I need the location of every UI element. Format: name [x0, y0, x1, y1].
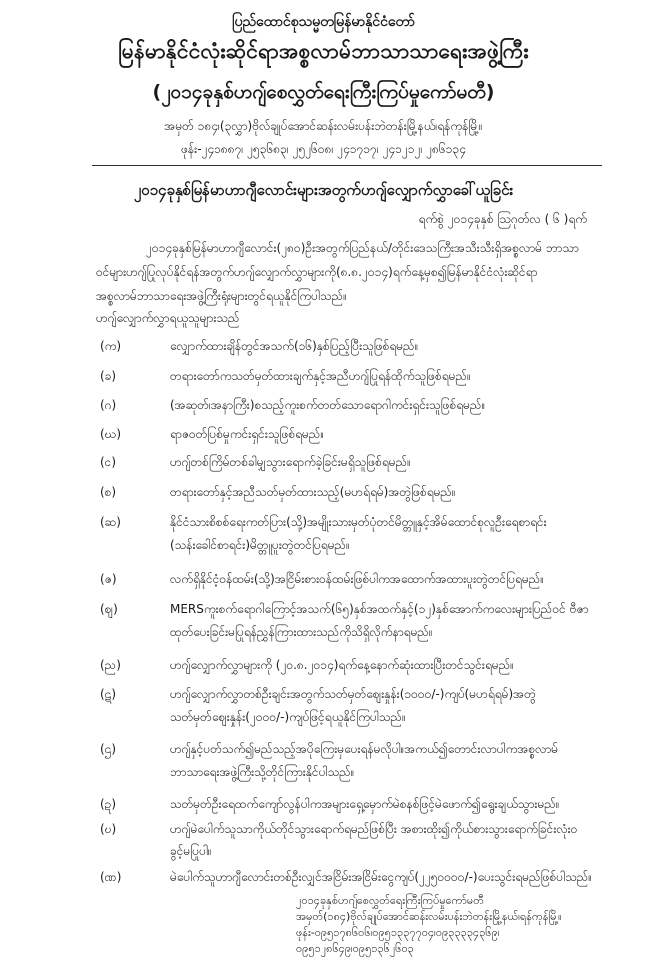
item-text: သတ်မှတ်ဈေးနှုန်း(၂၀၀၀/-)ကျပ်ဖြင့်ရယူနိုင်ကြပါသည်။	[170, 710, 406, 724]
item-text: လျှောက်ထားချိန်တွင်အသက်(၁၆)နှစ်ပြည့်ပြီးသူဖြစ်ရမည်။	[170, 339, 419, 353]
footer-committee: ၂၀၁၄ခုနှစ်ဟဂျ်စေလွှတ်ရေးကြီးကြပ်မှုကော်မတီ	[296, 894, 484, 907]
item-text: နိုင်ငံသားစိစစ်ရေးကတ်ပြား(သို့)အမျိုးသားမှတ်ပုံတင်မိတ္တူနှင့်အိမ်ထောင်စုလူဦးရေစာရင်း	[170, 515, 547, 529]
intro-line: ဝင်များဟဂျ်ပြုလုပ်နိုင်ရန်အတွက်ဟဂျ်လျှောက်လွှာများကို(၈.၈.၂၀၁၄)ရက်နေ့မှစ၍မြန်မာနိုင်ငံလုံးဆိုင်ရာ	[96, 265, 538, 279]
notice-subject: ၂၀၁၄ခုနှစ်မြန်မာဟာဂျီလောင်းများအတွက်ဟဂျ်လျှောက်လွှာခေါ်ယူခြင်း	[133, 181, 514, 199]
item-text: (အဆုတ်၊အနာကြီး)စသည့်ကူးစက်တတ်သောရောဂါကင်းရှင်းသူဖြစ်ရမည်။	[170, 398, 486, 412]
intro-line: အစ္စလာမ်ဘာသာရေးအဖွဲ့ကြီးရုံးများတွင်ရယူနိုင်ကြပါသည်။	[96, 289, 347, 303]
item-marker: (ဈ)	[100, 602, 118, 616]
item-text: (သန်းခေါင်စာရင်း)မိတ္တူပူးတွဲတင်ပြရမည်။	[170, 538, 350, 552]
item-text: လက်ရှိနိုင်ငံ့ဝန်ထမ်း(သို့)အငြိမ်းစားဝန်ထမ်းဖြစ်ပါကအထောက်အထားပူးတွဲတင်ပြရမည်။	[170, 572, 545, 586]
item-text: ထုတ်ပေးခြင်းမပြုရန်ညွှန်ကြားထားသည်ကိုသိရှိလိုက်နာရမည်။	[170, 625, 433, 639]
item-marker: (ဏ)	[100, 870, 122, 884]
item-marker: (င)	[100, 455, 117, 469]
intro-paragraph	[96, 236, 596, 308]
requirements-label: ဟဂျ်လျှောက်လွှာရယူသူများသည်	[96, 311, 240, 325]
item-marker: (ခ)	[100, 369, 117, 383]
government-heading: ပြည်ထောင်စုသမ္မတမြန်မာနိုင်ငံတော်	[232, 14, 415, 30]
item-marker: (ဃ)	[100, 427, 122, 441]
committee-title: (၂၀၁၄ခုနှစ်ဟဂျ်စေလွှတ်ရေးကြီးကြပ်မှုကော်မတီ)	[152, 81, 495, 103]
office-phones: ဖုန်း-၂၄၁၈၈၇၊ ၂၅၃၆၈၃၊ ၂၅၂၆၀၈၊ ၂၄၁၇၁၇၊ ၂၄၁၂၁၂၊ ၂၈၆၁၃၄	[181, 142, 466, 156]
item-text: ဟဂျ်လျှောက်လွှာများကို (၂၀.၈.၂၀၁၄)ရက်နေ့နောက်ဆုံးထားပြီးတင်သွင်းရမည်။	[170, 658, 514, 672]
signature-block	[296, 893, 636, 957]
item-marker: (ဇ)	[100, 572, 117, 586]
item-marker: (ဌ)	[100, 742, 117, 756]
office-address: အမှတ် ၁၈၄၊(၃လွှာ)ဗိုလ်ချုပ်အောင်ဆန်းလမ်းပန်းဘဲတန်းမြို့နယ်၊ရန်ကုန်မြို့။	[164, 119, 483, 133]
header-divider	[92, 165, 602, 166]
item-text: ခွင့်မပြုပါ။	[170, 844, 212, 858]
item-text: တရားတော်နှင့်အညီသတ်မှတ်ထားသည့်(မဟရ်ရမ်)အတွဲဖြစ်ရမည်။	[170, 485, 456, 499]
item-marker: (ဂ)	[100, 398, 117, 412]
organization-title: မြန်မာနိုင်ငံလုံးဆိုင်ရာအစ္စလာမ်ဘာသာသာရေးအဖွဲ့ကြီး	[118, 39, 529, 63]
item-text: မဲပေါက်သူဟာဂျီလောင်းတစ်ဦးလျှင်အငြိမ်းအငြိမ်းငွေကျပ်(၂၂၅၀၀၀၀/-)ပေးသွင်းရမည်ဖြစ်ပါသည်။	[170, 870, 593, 884]
item-text: တရားတော်ကသတ်မှတ်ထားချက်နှင့်အညီဟဂျ်ပြုရန်ထိုက်သူဖြစ်ရမည်။	[170, 369, 471, 383]
item-marker: (ဆ)	[100, 515, 121, 529]
item-text: MERSကူးစက်ရောဂါကြောင့်အသက်(၆၅)နှစ်အထက်နှင့်(၁၂)နှစ်အောက်ကလေးများပြည်ဝင် ဗီဇာ	[170, 602, 589, 616]
notice-date: ရက်စွဲ ၂၀၁၄ခုနှစ် ဩဂုတ်လ ( ၆ )ရက်	[418, 212, 587, 226]
item-text: ရာဇဝတ်ပြစ်မှုကင်းရှင်းသူဖြစ်ရမည်။	[170, 427, 325, 441]
item-text: ဟဂျ်နှင့်ပတ်သက်၍မည်သည့်အပိုကြေးမှပေးရန်မလိုပါ။အကယ်၍တောင်းလာပါကအစ္စလာမ်	[170, 742, 559, 756]
item-marker: (စ)	[100, 485, 117, 499]
item-text: ဟဂျ်တစ်ကြိမ်တစ်ခါမျှသွားရောက်ခဲ့ခြင်းမရှိသူဖြစ်ရမည်။	[170, 455, 411, 469]
item-marker: (ဋ)	[100, 687, 117, 701]
item-text: ဘာသာရေးအဖွဲ့ကြီးသို့တိုင်ကြားနိုင်ပါသည်။	[170, 765, 355, 779]
footer-phones-continued: ၀၉၅၁၂၈၆၄၉၊၀၉၅၁၃၆၂၆၀၃	[296, 942, 414, 955]
item-marker: (ည)	[100, 658, 121, 672]
footer-phones: ဖုန်း-၀၉၅၁၇၈၆၀၆၊၀၉၅၁၃၃၇၇၀၄၊၀၉၃၃၃၃၄၃၆၉၊	[296, 926, 500, 939]
intro-line: ၂၀၁၄ခုနှစ်မြန်မာဟာဂျီလောင်း(၂၈၀)ဦးအတွက်ပြည်နယ်/တိုင်းဒေသကြီးအသီးသီးရှိအစ္စလာမ် ဘာသာ	[146, 241, 579, 255]
footer-address: အမှတ်(၁၈၄)ဗိုလ်ချုပ်အောင်ဆန်းလမ်းပန်းဘဲတန်းမြို့နယ်၊ရန်ကုန်မြို့။	[296, 910, 562, 923]
item-marker: (က)	[100, 339, 122, 353]
item-text: ဟဂျ်လျှောက်လွှာတစ်ဦးချင်းအတွက်သတ်မှတ်ဈေးနှုန်း(၁၀၀၀/-)ကျပ်(မဟရ်ရမ်)အတွဲ	[170, 687, 536, 701]
item-marker: (ဎ)	[100, 822, 117, 836]
item-text: သတ်မှတ်ဦးရေထက်ကျော်လွန်ပါကအများရှေ့မှောက်မဲစနစ်ဖြင့်မဲဖောက်၍ရွေးချယ်သွားမည်။	[170, 797, 560, 811]
item-marker: (ဍ)	[100, 797, 117, 811]
item-text: ဟဂျ်မဲပေါက်သူသာကိုယ်တိုင်သွားရောက်ရမည်ဖြစ်ပြီး အစားထိုး၍ကိုယ်စားသွားရောက်ခြင်းလုံးဝ	[170, 822, 578, 836]
